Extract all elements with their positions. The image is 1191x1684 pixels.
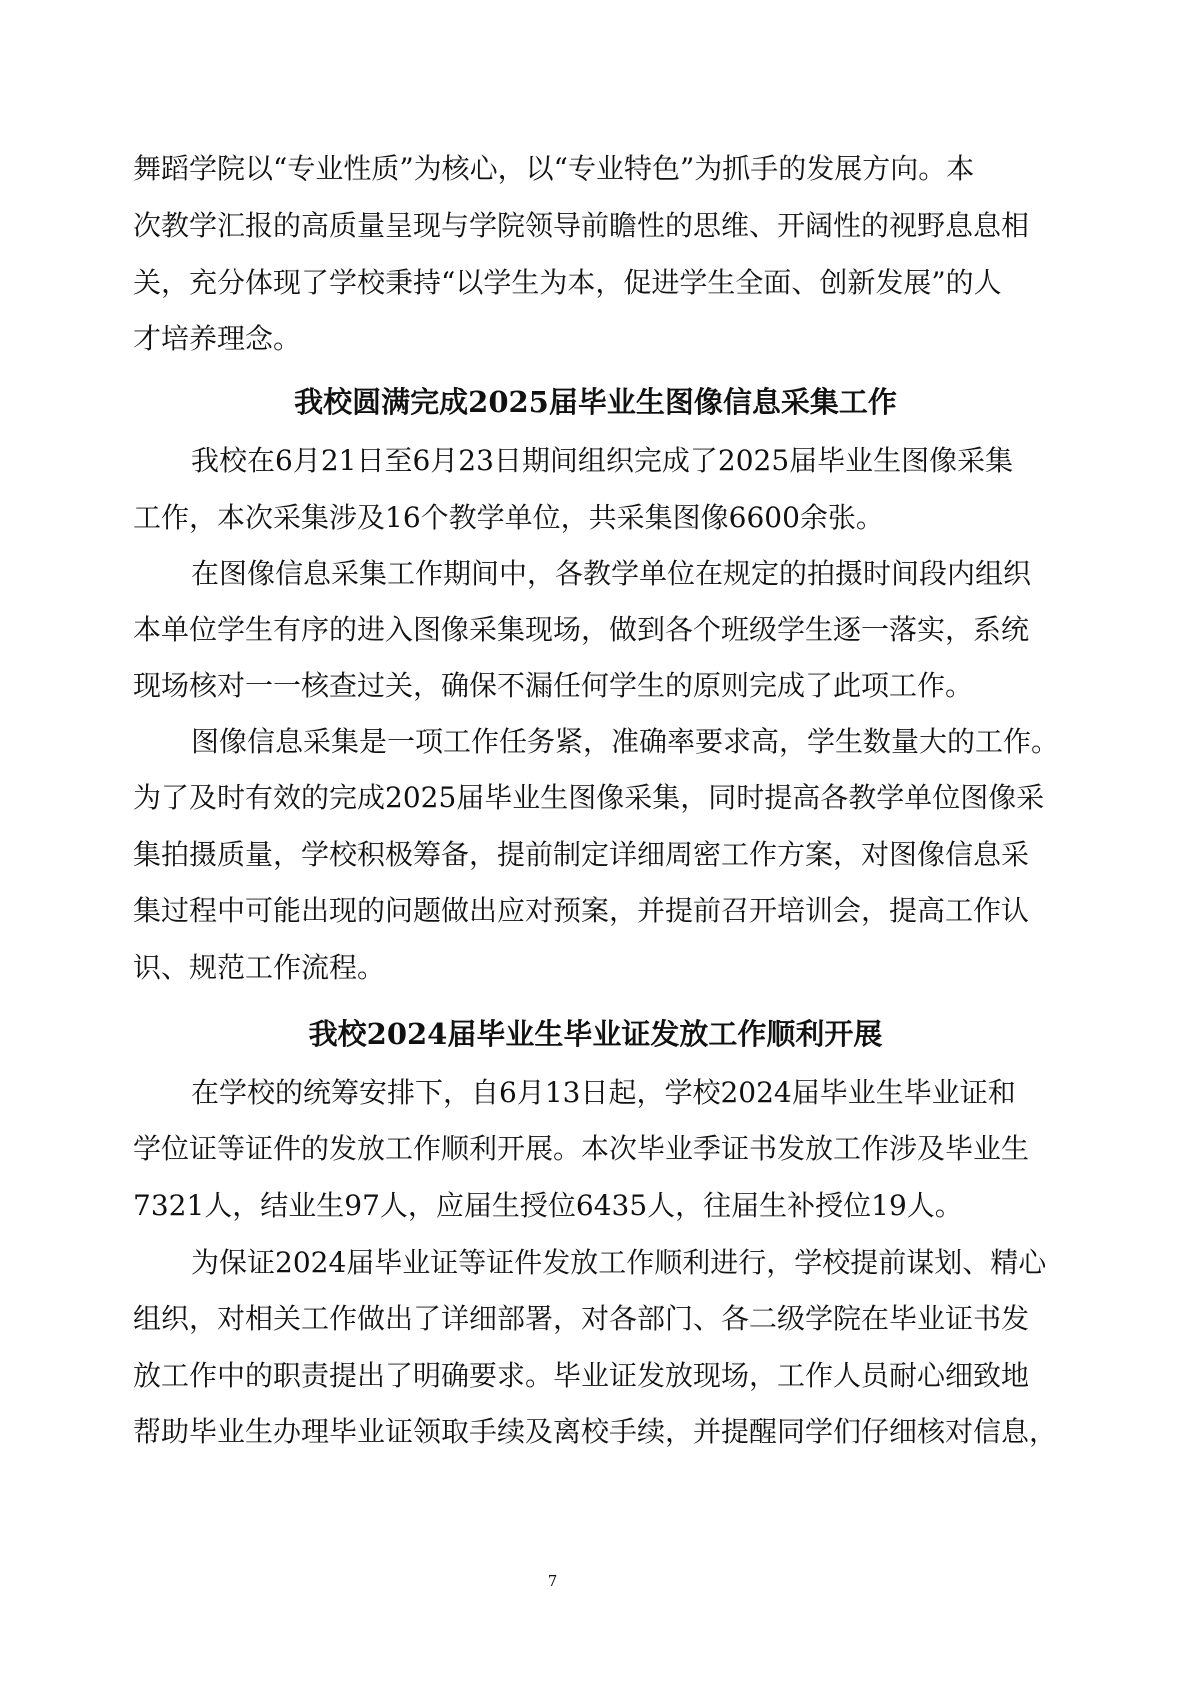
paragraph-line: 在学校的统筹安排下，自6月13日起，学校2024届毕业生毕业证和 — [191, 1076, 1016, 1109]
section-heading: 我校圆满完成2025届毕业生图像信息采集工作 — [294, 385, 897, 419]
paragraph-line: 才培养理念。 — [133, 322, 302, 355]
paragraph-line: 我校在6月21日至6月23日期间组织完成了2025届毕业生图像采集 — [191, 444, 1014, 477]
paragraph-line: 为了及时有效的完成2025届毕业生图像采集，同时提高各教学单位图像采 — [133, 781, 1045, 814]
paragraph-line: 学位证等证件的发放工作顺利开展。本次毕业季证书发放工作涉及毕业生 — [133, 1132, 1030, 1165]
paragraph-line: 图像信息采集是一项工作任务紧，准确率要求高，学生数量大的工作。 — [191, 725, 1060, 758]
paragraph-line: 组织，对相关工作做出了详细部署，对各部门、各二级学院在毕业证书发 — [133, 1302, 1030, 1335]
paragraph-line: 在图像信息采集工作期间中，各教学单位在规定的拍摄时间段内组织 — [191, 557, 1032, 590]
page-number: 7 — [547, 1572, 558, 1590]
paragraph-line: 放工作中的职责提出了明确要求。毕业证发放现场，工作人员耐心细致地 — [133, 1359, 1030, 1392]
paragraph-line: 集过程中可能出现的问题做出应对预案，并提前召开培训会，提高工作认 — [133, 894, 1030, 927]
paragraph-line: 次教学汇报的高质量呈现与学院领导前瞻性的思维、开阔性的视野息息相 — [133, 209, 1030, 242]
paragraph-line: 为保证2024届毕业证等证件发放工作顺利进行，学校提前谋划、精心 — [191, 1246, 1047, 1279]
paragraph-line: 集拍摄质量，学校积极筹备，提前制定详细周密工作方案，对图像信息采 — [133, 838, 1030, 871]
paragraph-line: 本单位学生有序的进入图像采集现场，做到各个班级学生逐一落实，系统 — [133, 613, 1030, 646]
section-heading: 我校2024届毕业生毕业证发放工作顺利开展 — [308, 1017, 883, 1051]
paragraph-line: 工作，本次采集涉及16个教学单位，共采集图像6600余张。 — [133, 501, 884, 534]
paragraph-line: 现场核对一一核查过关，确保不漏任何学生的原则完成了此项工作。 — [133, 669, 974, 702]
paragraph-line: 帮助毕业生办理毕业证领取手续及离校手续，并提醒同学们仔细核对信息， — [133, 1415, 1058, 1448]
paragraph-line: 关，充分体现了学校秉持“以学生为本，促进学生全面、创新发展”的人 — [133, 266, 1002, 299]
paragraph-line: 7321人，结业生97人，应届生授位6435人，往届生补授位19人。 — [133, 1189, 963, 1222]
paragraph-line: 识、规范工作流程。 — [133, 951, 386, 984]
paragraph-line: 舞蹈学院以“专业性质”为核心，以“专业特色”为抓手的发展方向。本 — [133, 152, 975, 185]
